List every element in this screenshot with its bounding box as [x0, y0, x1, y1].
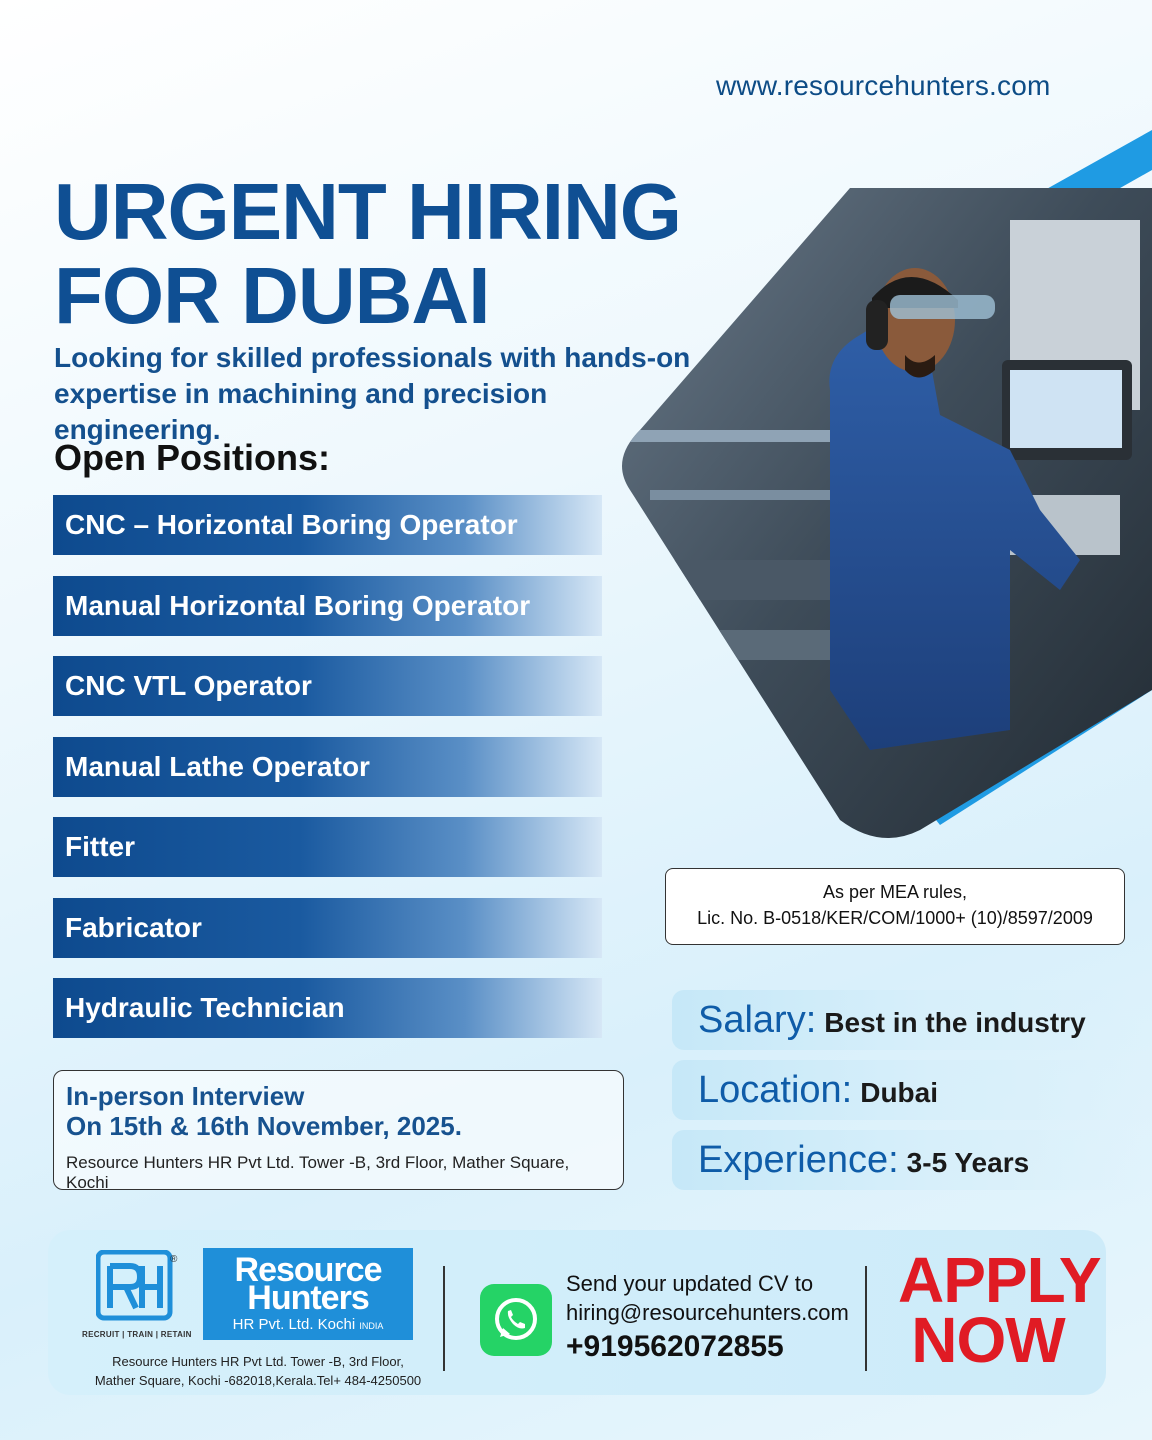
- worker-photo: [610, 130, 1152, 840]
- phone-number[interactable]: +919562072855: [566, 1330, 784, 1363]
- license-box: [665, 868, 1125, 945]
- logo-tagline: RECRUIT | TRAIN | RETAIN: [82, 1330, 192, 1339]
- email-link[interactable]: hiring@resourcehunters.com: [566, 1300, 849, 1325]
- position-item[interactable]: CNC VTL Operator: [53, 656, 602, 716]
- registered-mark: ®: [170, 1254, 178, 1265]
- subtitle: Looking for skilled professionals with hands-on expertise in machining and precision engineering.: [54, 342, 691, 445]
- position-item[interactable]: Fabricator: [53, 898, 602, 958]
- title-line-2: FOR DUBAI: [54, 251, 490, 340]
- cv-instruction: Send your updated CV to: [566, 1271, 814, 1296]
- brand-subtitle: [203, 1316, 413, 1333]
- location-label: Location:: [698, 1068, 853, 1111]
- divider: [865, 1266, 867, 1371]
- open-positions-heading: Open Positions:: [54, 437, 331, 478]
- whatsapp-icon[interactable]: [480, 1284, 552, 1356]
- location-value: Dubai: [860, 1077, 939, 1108]
- interview-address: Resource Hunters HR Pvt Ltd. Tower -B, 3rd Floor, Mather Square, Kochi: [66, 1153, 570, 1192]
- position-item[interactable]: Manual Horizontal Boring Operator: [53, 576, 602, 636]
- website-url[interactable]: www.resourcehunters.com: [716, 70, 1051, 101]
- brand-logo: [203, 1248, 413, 1340]
- apply-now-button[interactable]: [898, 1244, 1101, 1376]
- footer-address-line1: Resource Hunters HR Pvt Ltd. Tower -B, 3rd Floor,: [112, 1354, 404, 1369]
- interview-title: In-person Interview: [66, 1081, 305, 1111]
- salary-value: Best in the industry: [824, 1007, 1086, 1038]
- footer-address: [68, 1352, 448, 1390]
- title-line-1: URGENT HIRING: [54, 167, 681, 256]
- positions-list: [53, 495, 602, 1059]
- brand-subtitle-text: HR Pvt. Ltd. Kochi: [232, 1316, 356, 1333]
- experience-value: 3-5 Years: [906, 1147, 1030, 1178]
- apply-line2: NOW: [911, 1304, 1065, 1376]
- location-row: [672, 1060, 1142, 1120]
- position-item[interactable]: Fitter: [53, 817, 602, 877]
- brand-name-line1: Resource: [234, 1251, 382, 1289]
- footer-address-line2: Mather Square, Kochi -682018,Kerala.Tel+ 484-4250500: [94, 1373, 422, 1388]
- position-item[interactable]: CNC – Horizontal Boring Operator: [53, 495, 602, 555]
- interview-info-box: [53, 1070, 624, 1190]
- experience-row: [672, 1130, 1142, 1190]
- license-line-1: As per MEA rules,: [822, 882, 968, 902]
- interview-date: On 15th & 16th November, 2025.: [66, 1111, 462, 1141]
- apply-line1: APPLY: [898, 1244, 1101, 1316]
- salary-label: Salary:: [698, 998, 817, 1041]
- position-item[interactable]: Manual Lathe Operator: [53, 737, 602, 797]
- position-item[interactable]: Hydraulic Technician: [53, 978, 602, 1038]
- footer-bar: [48, 1230, 1106, 1395]
- license-number: Lic. No. B-0518/KER/COM/1000+ (10)/8597/2009: [697, 908, 1093, 928]
- brand-name-line2: Hunters: [247, 1279, 369, 1317]
- experience-label: Experience:: [698, 1138, 899, 1181]
- page-title: [54, 167, 681, 340]
- brand-country: INDIA: [359, 1321, 384, 1331]
- rh-logo-icon: [96, 1250, 176, 1322]
- divider: [443, 1266, 445, 1371]
- salary-row: [672, 990, 1142, 1050]
